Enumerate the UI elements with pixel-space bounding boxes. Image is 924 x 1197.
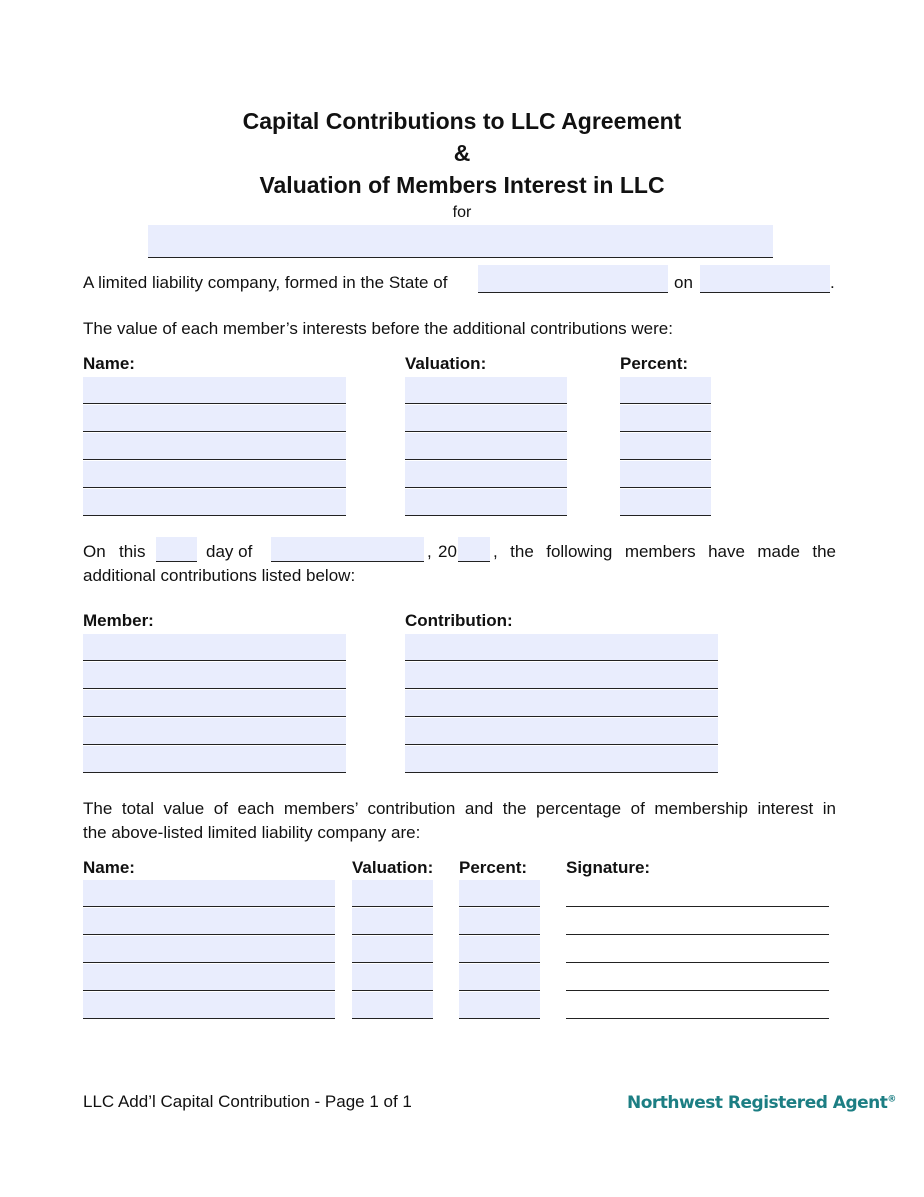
totals-valuation-field[interactable]	[352, 964, 433, 991]
totals-percent-header: Percent:	[459, 858, 528, 877]
before-name-field[interactable]	[83, 461, 346, 488]
date-following-text: , the following members have made the	[493, 542, 836, 561]
totals-percent-field[interactable]	[459, 908, 540, 935]
contribution-header: Contribution:	[405, 611, 513, 630]
month-field[interactable]	[271, 537, 424, 562]
before-name-field[interactable]	[83, 377, 346, 404]
contribution-member-field[interactable]	[83, 662, 346, 689]
formation-date-field[interactable]	[700, 265, 830, 293]
company-name-field[interactable]	[148, 225, 773, 258]
contribution-member-field[interactable]	[83, 634, 346, 661]
year-field[interactable]	[458, 537, 490, 562]
before-valuation-field[interactable]	[405, 489, 567, 516]
totals-percent-field[interactable]	[459, 992, 540, 1019]
before-valuation-field[interactable]	[405, 433, 567, 460]
before-percent-field[interactable]	[620, 377, 711, 404]
totals-name-field[interactable]	[83, 964, 335, 991]
contribution-member-field[interactable]	[83, 718, 346, 745]
totals-valuation-field[interactable]	[352, 908, 433, 935]
totals-name-field[interactable]	[83, 880, 335, 907]
totals-valuation-field[interactable]	[352, 992, 433, 1019]
footer-page-label: LLC Add’l Capital Contribution - Page 1 of 1	[83, 1092, 412, 1111]
totals-valuation-field[interactable]	[352, 880, 433, 907]
before-name-header: Name:	[83, 354, 135, 373]
document-title-ampersand: &	[453, 140, 471, 166]
before-percent-header: Percent:	[620, 354, 689, 373]
totals-signature-field[interactable]	[566, 992, 829, 1019]
totals-signature-field[interactable]	[566, 964, 829, 991]
totals-intro-line1: The total value of each members’ contribution and the percentage of membership interest in	[83, 799, 836, 818]
contribution-contribution-field[interactable]	[405, 690, 718, 717]
before-percent-field[interactable]	[620, 433, 711, 460]
brand-name: Northwest Registered Agent	[627, 1093, 888, 1113]
before-intro: The value of each member’s interests before the additional contributions were:	[83, 319, 673, 338]
totals-valuation-header: Valuation:	[352, 858, 434, 877]
totals-name-field[interactable]	[83, 992, 335, 1019]
totals-signature-field[interactable]	[566, 936, 829, 963]
totals-signature-field[interactable]	[566, 908, 829, 935]
contribution-contribution-field[interactable]	[405, 718, 718, 745]
document-title-line1: Capital Contributions to LLC Agreement	[242, 108, 682, 134]
before-valuation-field[interactable]	[405, 461, 567, 488]
before-valuation-header: Valuation:	[405, 354, 487, 373]
before-valuation-field[interactable]	[405, 405, 567, 432]
before-percent-field[interactable]	[620, 461, 711, 488]
totals-name-field[interactable]	[83, 936, 335, 963]
brand-registered-mark: ®	[887, 1094, 896, 1105]
totals-signature-field[interactable]	[566, 880, 829, 907]
contribution-member-field[interactable]	[83, 690, 346, 717]
totals-valuation-field[interactable]	[352, 936, 433, 963]
before-percent-field[interactable]	[620, 489, 711, 516]
before-name-field[interactable]	[83, 433, 346, 460]
for-label: for	[452, 204, 472, 221]
contribution-contribution-field[interactable]	[405, 746, 718, 773]
contribution-member-field[interactable]	[83, 746, 346, 773]
totals-name-field[interactable]	[83, 908, 335, 935]
totals-percent-field[interactable]	[459, 880, 540, 907]
totals-name-header: Name:	[83, 858, 135, 877]
totals-intro-line2: the above-listed limited liability company are:	[83, 823, 421, 842]
totals-signature-header: Signature:	[566, 858, 651, 877]
document-title-line2: Valuation of Members Interest in LLC	[259, 172, 665, 198]
formation-period: .	[830, 273, 835, 292]
formation-text	[83, 271, 447, 295]
before-valuation-field[interactable]	[405, 377, 567, 404]
formation-state-field[interactable]	[478, 265, 668, 293]
date-on: On	[83, 542, 106, 561]
before-name-field[interactable]	[83, 489, 346, 516]
date-year-prefix: 20	[438, 542, 457, 561]
formation-on-label: on	[674, 273, 693, 292]
date-day-of: day of	[206, 542, 253, 561]
brand-logo	[627, 1093, 896, 1113]
contribution-contribution-field[interactable]	[405, 634, 718, 661]
formation-prefix: A limited liability company, formed in the State of	[83, 273, 448, 292]
totals-percent-field[interactable]	[459, 964, 540, 991]
date-comma: ,	[427, 542, 432, 561]
totals-percent-field[interactable]	[459, 936, 540, 963]
contribution-contribution-field[interactable]	[405, 662, 718, 689]
before-name-field[interactable]	[83, 405, 346, 432]
before-percent-field[interactable]	[620, 405, 711, 432]
date-line2: additional contributions listed below:	[83, 566, 356, 585]
member-header: Member:	[83, 611, 154, 630]
day-field[interactable]	[156, 537, 197, 562]
date-this: this	[119, 542, 146, 561]
